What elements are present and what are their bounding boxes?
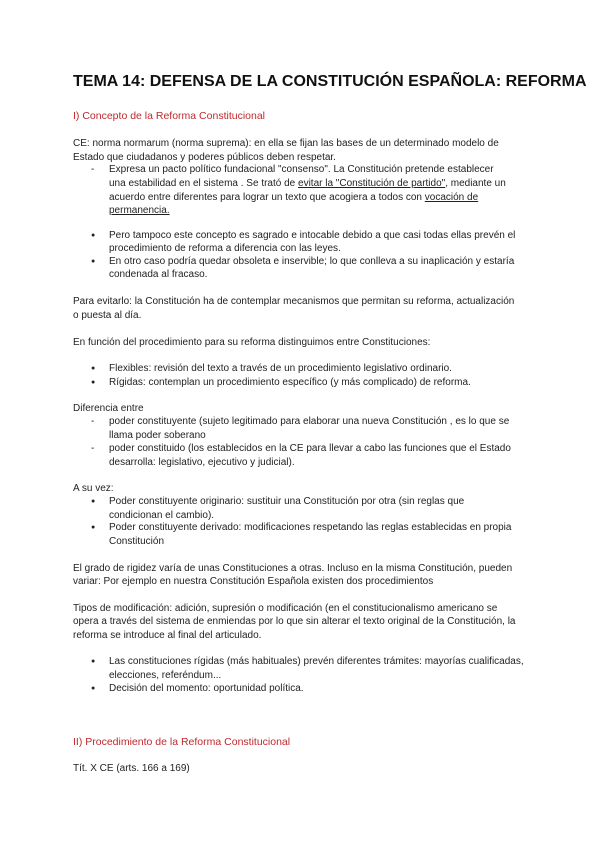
list-item-line: condicionan el cambio). xyxy=(109,510,215,521)
paragraph-line: Diferencia entre xyxy=(73,403,144,414)
paragraph-line: variar: Por ejemplo en nuestra Constitución Española existen dos procedimientos xyxy=(73,576,434,587)
list-item-line: Poder constituyente derivado: modificaciones respetando las reglas establecidas en propia xyxy=(109,522,512,533)
list-item-line: desarrolla: legislativo, ejecutivo y judicial). xyxy=(109,457,295,468)
paragraph-line: Tít. X CE (arts. 166 a 169) xyxy=(73,763,190,774)
bullet-marker: ● xyxy=(91,232,96,239)
paragraph-line: o puesta al día. xyxy=(73,310,142,321)
list-item-line: Las constituciones rígidas (más habituales) prevén diferentes trámites: mayorías cualificadas, xyxy=(109,656,524,667)
list-item-line: llama poder soberano xyxy=(109,430,206,441)
paragraph-line: A su vez: xyxy=(73,483,114,494)
list-item-line: Expresa un pacto político fundacional "consenso". La Constitución pretende establecer xyxy=(109,164,494,175)
dash-marker: - xyxy=(91,164,95,175)
text: acuerdo entre diferentes para lograr un texto que acogiera a todos con xyxy=(109,192,425,203)
dash-marker: - xyxy=(91,443,95,454)
paragraph-line: Estado que ciudadanos y poderes públicos deben respetar. xyxy=(73,152,336,163)
bullet-marker: ● xyxy=(91,498,96,505)
paragraph-line: Para evitarlo: la Constitución ha de contemplar mecanismos que permitan su reforma, actualización xyxy=(73,296,515,307)
list-item-line: condenada al fracaso. xyxy=(109,269,208,280)
bullet-marker: ● xyxy=(91,658,96,665)
underlined-text: permanencia. xyxy=(109,205,170,216)
list-item-line: procedimiento de reforma a diferencia con las leyes. xyxy=(109,243,341,254)
list-item-line: poder constituyente (sujeto legitimado para elaborar una nueva Constitución , es lo que se xyxy=(109,416,510,427)
list-item-line: Constitución xyxy=(109,536,165,547)
list-item-line: Poder constituyente originario: sustituir una Constitución por otra (sin reglas que xyxy=(109,496,465,507)
dash-marker: - xyxy=(91,416,95,427)
list-item-line: Flexibles: revisión del texto a través de un procedimiento legislativo ordinario. xyxy=(109,363,452,374)
paragraph-line: El grado de rigidez varía de unas Constituciones a otras. Incluso en la misma Constitución, pueden xyxy=(73,563,513,574)
bullet-marker: ● xyxy=(91,258,96,265)
paragraph-line: reforma se introduce al final del articulado. xyxy=(73,630,262,641)
bullet-marker: ● xyxy=(91,379,96,386)
list-item-line: elecciones, referéndum... xyxy=(109,670,222,681)
bullet-marker: ● xyxy=(91,685,96,692)
paragraph-line: Tipos de modificación: adición, supresión o modificación (en el constitucionalismo americano se xyxy=(73,603,498,614)
list-item-line xyxy=(109,191,478,204)
list-item-line: Decisión del momento: oportunidad política. xyxy=(109,683,304,694)
bullet-marker: ● xyxy=(91,524,96,531)
list-item-line: Rígidas: contemplan un procedimiento específico (y más complicado) de reforma. xyxy=(109,377,471,388)
document-title: TEMA 14: DEFENSA DE LA CONSTITUCIÓN ESPAÑOLA: REFORMA xyxy=(73,73,587,90)
section-heading-1: I) Concepto de la Reforma Constitucional xyxy=(73,110,266,122)
list-item-line: Pero tampoco este concepto es sagrado e intocable debido a que casi todas ellas prevén el xyxy=(109,230,516,241)
list-item-line: poder constituido (los establecidos en la CE para llevar a cabo las funciones que el Estado xyxy=(109,443,511,454)
underlined-text: vocación de xyxy=(424,192,479,203)
list-item-line xyxy=(109,177,506,190)
list-item-line: En otro caso podría quedar obsoleta e inservible; lo que conlleva a su inaplicación y estaría xyxy=(109,256,515,267)
section-heading-2: II) Procedimiento de la Reforma Constitucional xyxy=(73,736,291,748)
paragraph-line: opera a través del sistema de enmiendas por lo que sin alterar el texto original de la Constitución, la xyxy=(73,616,516,627)
text: , mediante un xyxy=(445,178,506,189)
paragraph-line: En función del procedimiento para su reforma distinguimos entre Constituciones: xyxy=(73,337,431,348)
text: una estabilidad en el sistema . Se trató de xyxy=(109,178,299,189)
paragraph-line: CE: norma normarum (norma suprema): en ella se fijan las bases de un determinado modelo de xyxy=(73,138,499,149)
underlined-text: evitar la "Constitución de partido" xyxy=(298,178,446,189)
bullet-marker: ● xyxy=(91,365,96,372)
